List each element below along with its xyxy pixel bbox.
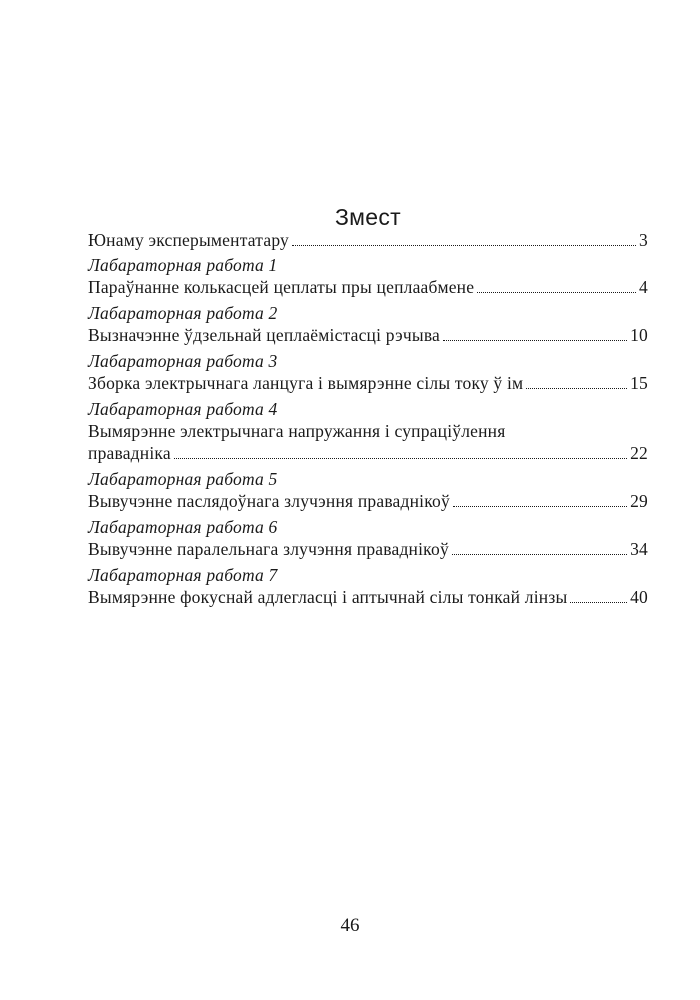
toc-entry-title: Вывучэнне паралельнага злучэння праваднікоў (88, 539, 449, 559)
lab-label: Лабараторная работа 2 (88, 303, 278, 323)
toc-entry-lab-2[interactable] (88, 324, 648, 346)
toc-entry-title-line-1[interactable]: Вымярэнне электрычнага напружання і супраціўлення (88, 421, 506, 441)
toc-entry-title: Вызначэнне ўдзельнай цеплаёмістасці рэчыва (88, 325, 441, 345)
toc-entry-page: 29 (630, 491, 648, 511)
dot-leader (453, 505, 627, 507)
toc-heading: Змест (334, 204, 402, 230)
toc-entry-lab-7[interactable] (88, 586, 648, 608)
lab-label: Лабараторная работа 1 (88, 255, 278, 275)
toc-entry-title-line-2: праваднiка (88, 443, 171, 463)
toc-entry-title: Вывучэнне паслядоўнага злучэння праваднікоў (88, 491, 450, 511)
lab-label: Лабараторная работа 5 (88, 469, 278, 489)
toc-entry-page: 40 (630, 587, 648, 607)
lab-label: Лабараторная работа 7 (88, 565, 278, 585)
toc-entry-lab-6[interactable] (88, 538, 648, 560)
page-number: 46 (340, 915, 360, 936)
toc-entry-page: 22 (630, 443, 648, 463)
toc-entry-page: 4 (639, 277, 648, 297)
toc-entry-page: 15 (630, 373, 648, 393)
lab-label: Лабараторная работа 4 (88, 399, 278, 419)
toc-entry-title: Параўнанне колькасцей цеплаты пры цеплаабмене (88, 277, 475, 297)
dot-leader (292, 244, 636, 246)
toc-entry-title: Вымярэнне фокуснай адлегласці і аптычнай сілы тонкай лінзы (88, 587, 568, 607)
toc-entry-page: 3 (639, 230, 648, 250)
toc-block-lab-2 (88, 302, 648, 346)
toc-block-lab-7 (88, 564, 648, 608)
dot-leader (477, 291, 636, 293)
lab-label: Лабараторная работа 3 (88, 351, 278, 371)
toc-entry-intro[interactable] (88, 229, 648, 251)
toc-entry-title: Зборка электрычнага ланцуга і вымярэнне сілы току ў ім (88, 373, 524, 393)
toc-block-lab-1 (88, 254, 648, 298)
dot-leader (526, 387, 627, 389)
toc-block-lab-6 (88, 516, 648, 560)
toc-block-lab-5 (88, 468, 648, 512)
dot-leader (570, 601, 627, 603)
toc-entry-lab-4[interactable] (88, 442, 648, 464)
toc-entry-page: 10 (630, 325, 648, 345)
lab-label: Лабараторная работа 6 (88, 517, 278, 537)
toc-entry-lab-1[interactable] (88, 276, 648, 298)
dot-leader (443, 339, 627, 341)
toc-entry-page: 34 (630, 539, 648, 559)
dot-leader (174, 457, 627, 459)
toc-entry-lab-3[interactable] (88, 372, 648, 394)
toc-entry-title: Юнаму эксперыментатару (88, 230, 289, 250)
toc-block-lab-4 (88, 398, 648, 464)
table-of-contents (88, 229, 648, 608)
toc-block-lab-3 (88, 350, 648, 394)
toc-entry-lab-5[interactable] (88, 490, 648, 512)
dot-leader (452, 553, 627, 555)
